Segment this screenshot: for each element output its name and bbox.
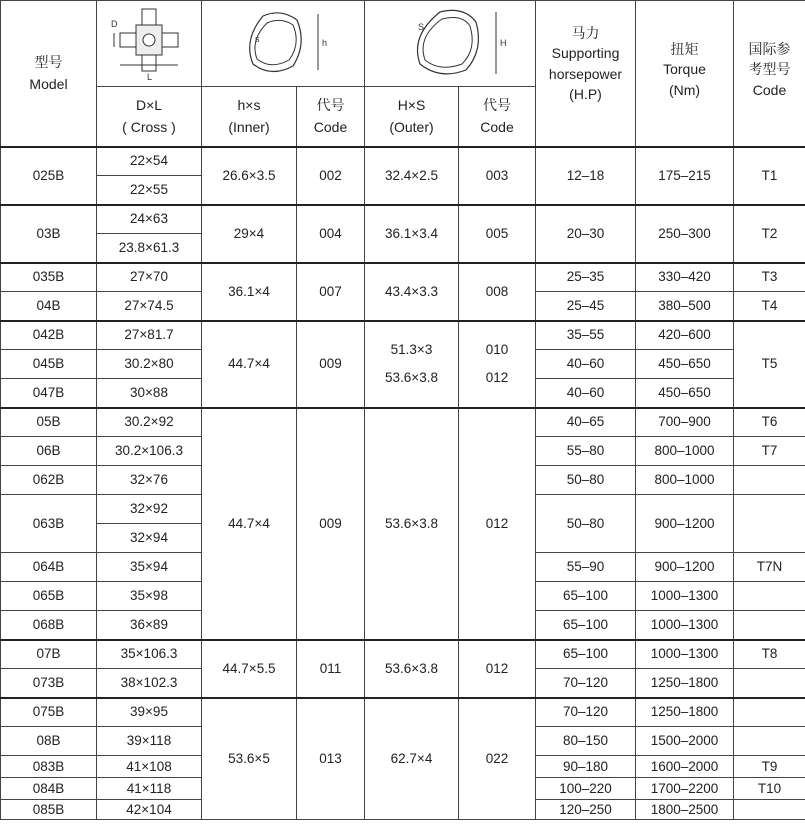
model-cell: 04B: [1, 292, 97, 321]
cross-cell: 38×102.3: [97, 669, 202, 698]
cross-cell: 32×94: [97, 524, 202, 553]
inner-code-cell: 013: [297, 698, 365, 820]
ref-cell: [734, 669, 805, 698]
hp-cell: 35–55: [536, 321, 636, 350]
torque-cell: 900–1200: [636, 495, 734, 553]
hp-cell: 50–80: [536, 495, 636, 553]
outer-tube-diagram: [365, 1, 536, 87]
inner-code-cell: 011: [297, 640, 365, 698]
table-row: [1, 263, 805, 292]
ref-cell: T7N: [734, 553, 805, 582]
torque-cell: 450–650: [636, 350, 734, 379]
model-cell: 085B: [1, 800, 97, 820]
torque-cell: 800–1000: [636, 437, 734, 466]
svg-text:L: L: [147, 71, 153, 82]
model-cell: 083B: [1, 756, 97, 778]
outer-code-cell: 010 012: [459, 321, 536, 408]
torque-cell: 1000–1300: [636, 611, 734, 640]
cross-cell: 30×88: [97, 379, 202, 408]
ref-cell: T3: [734, 263, 805, 292]
outer-cell: 53.6×3.8: [365, 640, 459, 698]
hp-cell: 65–100: [536, 582, 636, 611]
inner-code-cell: 009: [297, 321, 365, 408]
cross-cell: 24×63: [97, 205, 202, 234]
cross-cell: 32×76: [97, 466, 202, 495]
model-cell: 045B: [1, 350, 97, 379]
cross-cell: 36×89: [97, 611, 202, 640]
outer-cell: 53.6×3.8: [365, 408, 459, 640]
cross-cell: 30.2×106.3: [97, 437, 202, 466]
torque-cell: 1600–2000: [636, 756, 734, 778]
ref-cell: [734, 727, 805, 756]
ref-cell: T2: [734, 205, 805, 263]
model-cell: 035B: [1, 263, 97, 292]
table-row: [1, 147, 805, 176]
ref-cell: [734, 611, 805, 640]
svg-text:H: H: [500, 37, 507, 48]
inner-code-cell: 009: [297, 408, 365, 640]
hp-cell: 70–120: [536, 698, 636, 727]
outer-code-cell: 008: [459, 263, 536, 321]
model-cell: 08B: [1, 727, 97, 756]
model-cell: 063B: [1, 495, 97, 553]
cross-cell: 41×118: [97, 778, 202, 800]
inner-cell: 44.7×4: [202, 321, 297, 408]
model-cell: 068B: [1, 611, 97, 640]
torque-cell: 380–500: [636, 292, 734, 321]
header-inner-code: 代号 Code: [297, 87, 365, 147]
table-row: [1, 205, 805, 234]
hp-cell: 55–90: [536, 553, 636, 582]
torque-cell: 800–1000: [636, 466, 734, 495]
table-row: [1, 640, 805, 669]
model-cell: 042B: [1, 321, 97, 350]
cross-cell: 22×55: [97, 176, 202, 205]
header-ref-code: 国际参 考型号 Code: [734, 1, 805, 147]
model-cell: 05B: [1, 408, 97, 437]
outer-code-cell: 012: [459, 640, 536, 698]
outer-cell: 43.4×3.3: [365, 263, 459, 321]
hp-cell: 70–120: [536, 669, 636, 698]
torque-cell: 1800–2500: [636, 800, 734, 820]
header-inner: h×s (Inner): [202, 87, 297, 147]
hp-cell: 50–80: [536, 466, 636, 495]
inner-cell: 44.7×4: [202, 408, 297, 640]
cross-cell: 27×81.7: [97, 321, 202, 350]
cross-cell: 27×70: [97, 263, 202, 292]
model-cell: 073B: [1, 669, 97, 698]
model-cell: 075B: [1, 698, 97, 727]
ref-cell: T4: [734, 292, 805, 321]
inner-cell: 29×4: [202, 205, 297, 263]
inner-tube-diagram: [202, 1, 365, 87]
table-row: [1, 408, 805, 437]
torque-cell: 420–600: [636, 321, 734, 350]
svg-text:s: s: [255, 33, 260, 44]
outer-cell: 62.7×4: [365, 698, 459, 820]
hp-cell: 40–65: [536, 408, 636, 437]
model-cell: 07B: [1, 640, 97, 669]
cross-cell: 39×95: [97, 698, 202, 727]
torque-cell: 1250–1800: [636, 669, 734, 698]
hp-cell: 100–220: [536, 778, 636, 800]
ref-cell: T6: [734, 408, 805, 437]
hp-cell: 65–100: [536, 611, 636, 640]
ref-cell: [734, 495, 805, 553]
model-cell: 062B: [1, 466, 97, 495]
torque-cell: 900–1200: [636, 553, 734, 582]
model-cell: 06B: [1, 437, 97, 466]
hp-cell: 25–35: [536, 263, 636, 292]
ref-cell: T1: [734, 147, 805, 205]
header-outer-code: 代号 Code: [459, 87, 536, 147]
ref-cell: T8: [734, 640, 805, 669]
cross-cell: 35×98: [97, 582, 202, 611]
hp-cell: 25–45: [536, 292, 636, 321]
inner-cell: 26.6×3.5: [202, 147, 297, 205]
table-row: [1, 698, 805, 727]
inner-cell: 36.1×4: [202, 263, 297, 321]
inner-code-cell: 007: [297, 263, 365, 321]
svg-text:S: S: [418, 21, 425, 32]
cross-cell: 42×104: [97, 800, 202, 820]
torque-cell: 250–300: [636, 205, 734, 263]
ref-cell: [734, 800, 805, 820]
model-cell: 047B: [1, 379, 97, 408]
hp-cell: 20–30: [536, 205, 636, 263]
cross-cell: 41×108: [97, 756, 202, 778]
model-cell: 064B: [1, 553, 97, 582]
cross-cell: 23.8×61.3: [97, 234, 202, 263]
cross-cell: 30.2×92: [97, 408, 202, 437]
cross-cell: 39×118: [97, 727, 202, 756]
ref-cell: [734, 582, 805, 611]
cross-diagram: [97, 1, 202, 87]
ref-cell: T7: [734, 437, 805, 466]
hp-cell: 12–18: [536, 147, 636, 205]
header-outer: H×S (Outer): [365, 87, 459, 147]
ref-cell: T10: [734, 778, 805, 800]
torque-cell: 330–420: [636, 263, 734, 292]
torque-cell: 1250–1800: [636, 698, 734, 727]
hp-cell: 40–60: [536, 350, 636, 379]
header-model: 型号 Model: [1, 1, 97, 147]
header-torque: 扭矩 Torque (Nm): [636, 1, 734, 147]
torque-cell: 1000–1300: [636, 640, 734, 669]
hp-cell: 120–250: [536, 800, 636, 820]
torque-cell: 1700–2200: [636, 778, 734, 800]
hp-cell: 90–180: [536, 756, 636, 778]
inner-cell: 44.7×5.5: [202, 640, 297, 698]
ref-cell: [734, 698, 805, 727]
hp-cell: 40–60: [536, 379, 636, 408]
torque-cell: 450–650: [636, 379, 734, 408]
svg-text:D: D: [111, 18, 118, 29]
outer-cell: 36.1×3.4: [365, 205, 459, 263]
ref-cell: [734, 466, 805, 495]
inner-code-cell: 002: [297, 147, 365, 205]
inner-code-cell: 004: [297, 205, 365, 263]
outer-cell: 51.3×3 53.6×3.8: [365, 321, 459, 408]
model-cell: 065B: [1, 582, 97, 611]
torque-cell: 175–215: [636, 147, 734, 205]
outer-code-cell: 022: [459, 698, 536, 820]
torque-cell: 1500–2000: [636, 727, 734, 756]
svg-text:h: h: [322, 37, 328, 48]
hp-cell: 55–80: [536, 437, 636, 466]
cross-cell: 27×74.5: [97, 292, 202, 321]
cross-cell: 32×92: [97, 495, 202, 524]
cross-cell: 30.2×80: [97, 350, 202, 379]
hp-cell: 80–150: [536, 727, 636, 756]
outer-cell: 32.4×2.5: [365, 147, 459, 205]
ref-cell: T5: [734, 321, 805, 408]
header-horsepower: 马力 Supporting horsepower (H.P): [536, 1, 636, 147]
model-cell: 084B: [1, 778, 97, 800]
torque-cell: 700–900: [636, 408, 734, 437]
cross-cell: 35×106.3: [97, 640, 202, 669]
header-cross: D×L ( Cross ): [97, 87, 202, 147]
hp-cell: 65–100: [536, 640, 636, 669]
torque-cell: 1000–1300: [636, 582, 734, 611]
model-cell: 025B: [1, 147, 97, 205]
table-row: [1, 321, 805, 350]
cross-cell: 35×94: [97, 553, 202, 582]
outer-code-cell: 003: [459, 147, 536, 205]
outer-code-cell: 012: [459, 408, 536, 640]
outer-code-cell: 005: [459, 205, 536, 263]
ref-cell: T9: [734, 756, 805, 778]
model-cell: 03B: [1, 205, 97, 263]
inner-cell: 53.6×5: [202, 698, 297, 820]
cross-cell: 22×54: [97, 147, 202, 176]
